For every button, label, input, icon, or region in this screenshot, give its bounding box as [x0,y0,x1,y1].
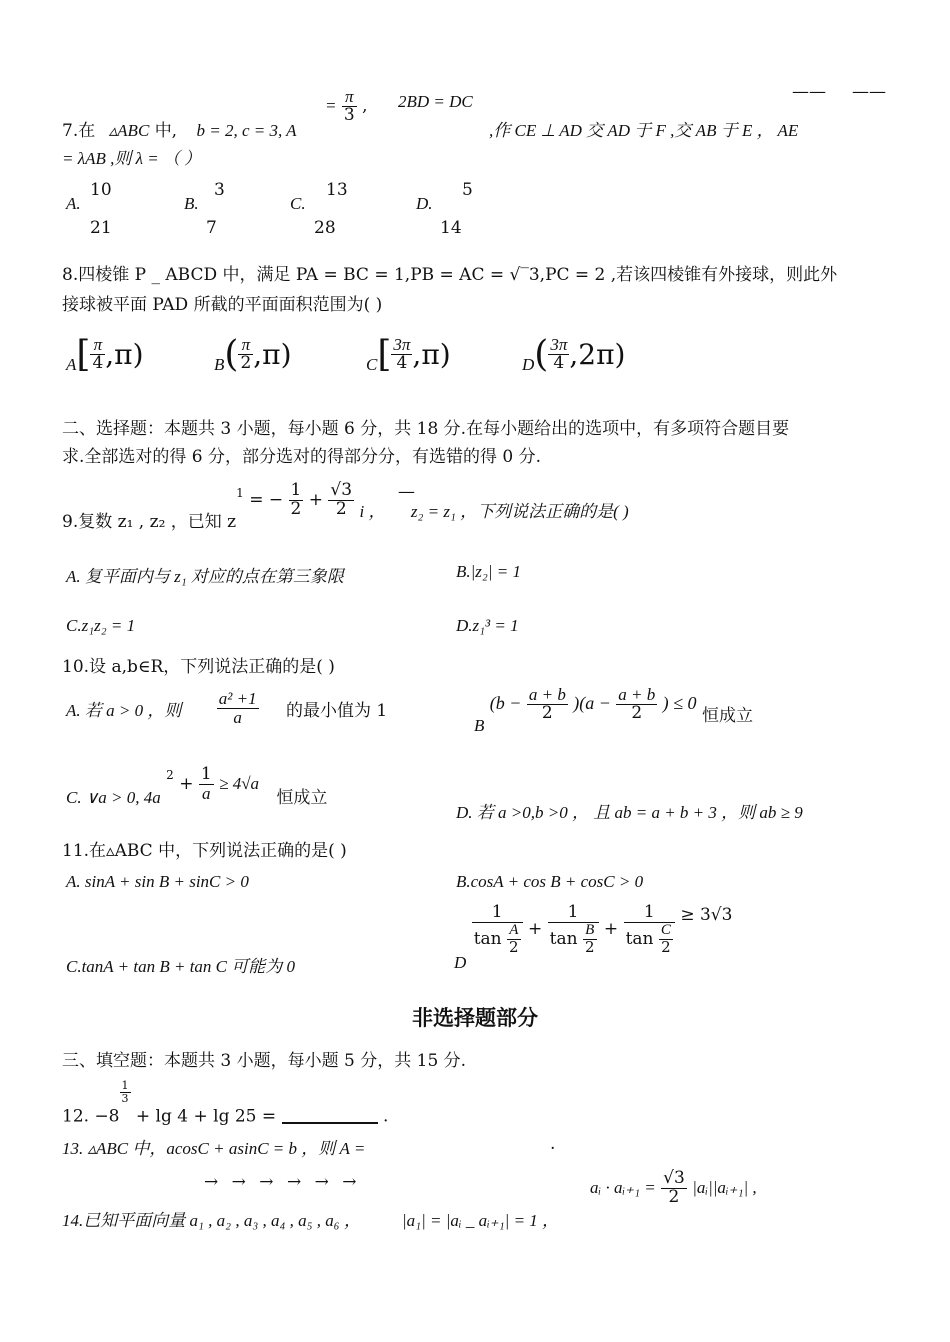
q9-option-b: B.|z₂| = 1 [456,562,521,581]
q12-end: . [382,1106,389,1127]
q11-option-b: B.cosA + cos B + cosC > 0 [456,872,644,891]
q10-a-num: a² +1 [218,689,257,708]
q11-stem: 11.在▵ABC 中，下列说法正确的是( ) [62,841,347,861]
q9-bar: — [398,482,415,502]
q7-opt-b-den: 7 [206,218,217,238]
q7-opt-b-num: 3 [214,180,225,200]
q10-a-pre: A. 若 a > 0 ，则 [66,700,182,720]
q11-option-a: A. sinA + sin B + sinC > 0 [66,872,249,891]
q10-c-num: 1 [200,764,212,784]
q12-exp-num: 1 [121,1079,129,1092]
q9-sup: 1 [236,485,244,500]
q8-opt-a-num: π [90,336,105,355]
q7-line-2: = λAB ,则 λ = （ ） [62,149,202,168]
q7-rest: ,作 CE ⊥ AD 交 AD 于 F ,交 AB 于 E ， AE [489,121,799,140]
q8-opt-c-left: [ [377,334,392,375]
q8-opt-a-right: ,π) [105,338,144,371]
q7-pi: π [342,88,357,107]
q11-d-term-3-tan: tan [625,928,654,949]
q8-opt-d-num: 3π [550,335,568,355]
q8-opt-d-den: 4 [553,353,565,373]
q10-c-sup: 2 [166,767,174,782]
q9-n1: 1 [290,480,302,500]
q14-rhs-num: √3 [663,1168,685,1188]
q9-plus: + [308,489,323,510]
q12-post: + lg 4 + lg 25 = [135,1106,277,1127]
q14-rhs-pre: aᵢ · aᵢ₊₁ = [590,1177,656,1197]
q7-eq: = [325,95,337,115]
q7-frac [342,88,357,125]
q9-d1: 2 [290,498,302,519]
q14-pre: 14.已知平面向量 a₁ , a₂ , a₃ , a₄ , a₅ , a₆ ， [62,1211,361,1230]
q7-opt-c-num: 13 [326,180,348,200]
q11-d-term-3-num: 1 [624,904,675,923]
q9-option-a: A. 复平面内与 z₁ 对应的点在第三象限 [66,567,344,586]
q7-options [62,180,522,244]
q9-z2: z₂ = z₁ ，下列说法正确的是( ) [410,501,629,521]
q7-dash-2: —— [852,82,886,102]
q7-cond: b = 2, c = 3, A [196,121,297,140]
q10-a-post: 的最小值为 1 [286,700,388,721]
q12-answer-blank[interactable] [282,1122,378,1124]
q11-option-c: C.tanA + tan B + tan C 可能为 0 [66,957,296,976]
q9-eq: = − [249,489,284,510]
q7-opt-d-num: 5 [462,180,473,200]
q8-line-1: 8.四棱锥 P _ ABCD 中，满足 PA = BC = 1,PB = AC = √‾3,PC = 2 ,若该四棱锥有外接球，则此外 [62,265,838,285]
q13-end: . [550,1134,556,1154]
q14-rhs-post: |aᵢ||aᵢ₊₁| , [692,1177,757,1197]
q12-pre: 12. −8 [62,1106,120,1127]
q7-opt-d-label: D. [416,194,433,213]
q7-dash-1: —— [792,82,826,102]
q9-option-c: C.z₁z₂ = 1 [66,616,136,635]
q11-d-label: D [454,953,467,973]
q9-i: i ， [359,501,386,521]
q10-b-num-2: a + b [618,685,656,704]
q11-d-term-2-num: 1 [548,904,599,923]
q11-d-term-1-num: 1 [472,904,523,923]
section-2-line-1: 二、选择题：本题共 3 小题，每小题 6 分，共 18 分.在每小题给出的选项中，有多项符合题目要 [62,419,790,439]
q11-d-term-2-two: 2 [584,937,595,956]
q10-c-pre: C. ∨a > 0, 4a [66,787,161,807]
q14-rhs-den: 2 [668,1186,680,1207]
q8-opt-b-right: ,π) [253,338,292,371]
q10-stem: 10.设 a,b∈R，下列说法正确的是( ) [62,657,335,677]
q8-opt-c-num: 3π [393,335,411,355]
q8-opt-d-right: ,2π) [569,338,626,371]
q7-opt-a-label: A. [66,194,81,213]
q7-zhong: 中, [154,121,178,141]
section-3-line: 三、填空题：本题共 3 小题，每小题 5 分，共 15 分. [62,1051,467,1071]
q13-answer-blank[interactable] [432,1134,542,1156]
q11-d-term-1-tan: tan [473,928,502,949]
q8-option-b [214,334,292,375]
q8-opt-b-label: B [214,355,225,374]
q8-opt-a-left: [ [76,334,91,375]
q10-option-b [474,686,753,736]
q7-three: 3 [343,104,355,125]
q7-triangle: ▵ABC [108,121,150,140]
q11-option-d: D 1 tan $\frac{A}{2}$ + 1 tan $\frac{B}{2}$ + 1 tan $\frac{C}{2}$ ≥ 3√3 [454,902,733,973]
q8-option-c [366,334,451,375]
q11-d-term-2-tan: tan [549,928,578,949]
q11-d-term-1-angle: A [507,923,521,940]
q7-opt-d-den: 14 [440,218,462,238]
q14-arrows: → → → → → → [204,1172,361,1192]
q8-opt-a-label: A [66,355,77,374]
q9-n2: √3 [330,480,353,500]
q12-line [62,1080,388,1127]
q8-line-2: 接球被平面 PAD 所截的平面面积范围为( ) [62,295,383,315]
q10-b-num: a + b [528,685,566,704]
q7-vector-eq: 2BD = DC [398,92,473,111]
q8-opt-c-right: ,π) [412,338,451,371]
q10-option-a [66,690,387,727]
q7-number: 7.在 [62,121,96,141]
part-heading: 非选择题部分 [412,1006,538,1030]
q8-option-a [66,334,144,375]
q9-pre: 9.复数 z₁ , z₂ ，已知 z [62,511,237,532]
q10-a-den: a [233,707,242,727]
q7-opt-c-label: C. [290,194,306,213]
q10-b-expr2: )(a − [573,692,611,713]
q7-opt-a-num: 10 [90,180,112,200]
q11-d-term-1-two: 2 [509,937,519,956]
q14-rhs [590,1170,757,1207]
q7-comma: , [362,95,368,116]
q10-b-label: B [474,715,485,735]
section-2-line-2: 求.全部选对的得 6 分，部分选对的得部分分，有选错的得 0 分. [62,447,542,467]
q8-opt-b-left: ( [224,334,239,375]
q8-option-d [522,334,625,375]
q10-c-post: 恒成立 [276,787,328,808]
q8-opt-d-label: D [522,355,535,374]
q8-opt-c-den: 4 [396,353,408,373]
q9-stem [62,482,629,532]
q9-option-d: D.z₁³ = 1 [456,616,519,635]
q10-c-plus: + [179,773,194,794]
q8-opt-b-den: 2 [240,353,252,373]
q10-option-d: D. 若 a >0,b >0 ， 且 ab = a + b + 3 ，则 ab ≥ 9 [456,803,803,822]
q10-c-den: a [202,783,211,803]
q10-b-post: 恒成立 [701,705,753,726]
q11-d-term-2-angle: B [583,923,597,940]
q10-b-expr3: ) ≤ 0 [662,692,697,713]
q11-d-rhs: ≥ 3√3 [680,905,733,926]
q8-opt-c-label: C [366,355,378,374]
q7-line-1 [62,116,297,141]
q7-pi-fraction [325,88,368,125]
q8-opt-d-left: ( [534,334,549,375]
q11-d-term-3-two: 2 [661,937,671,956]
q13-text: 13. ▵ABC 中，acosC + asinC = b ，则 A = [62,1139,366,1158]
q12-exp-den: 3 [121,1091,129,1105]
q10-b-den: 2 [541,702,553,723]
q7-opt-c-den: 28 [314,218,336,238]
q7-opt-b-label: B. [184,194,199,213]
q9-d2: 2 [335,498,347,519]
q10-b-den-2: 2 [631,702,643,723]
q10-option-c [66,766,327,808]
q14-mid: |a₁| = |aᵢ _ aᵢ₊₁| = 1 ， [402,1211,560,1230]
q7-opt-a-den: 21 [90,218,112,238]
q10-b-expr1: (b − [489,692,522,713]
q8-opt-b-num: π [238,336,253,355]
q10-c-rhs: ≥ 4√a [219,773,260,793]
q11-d-term-3-angle: C [660,921,671,938]
q8-opt-a-den: 4 [92,353,104,373]
